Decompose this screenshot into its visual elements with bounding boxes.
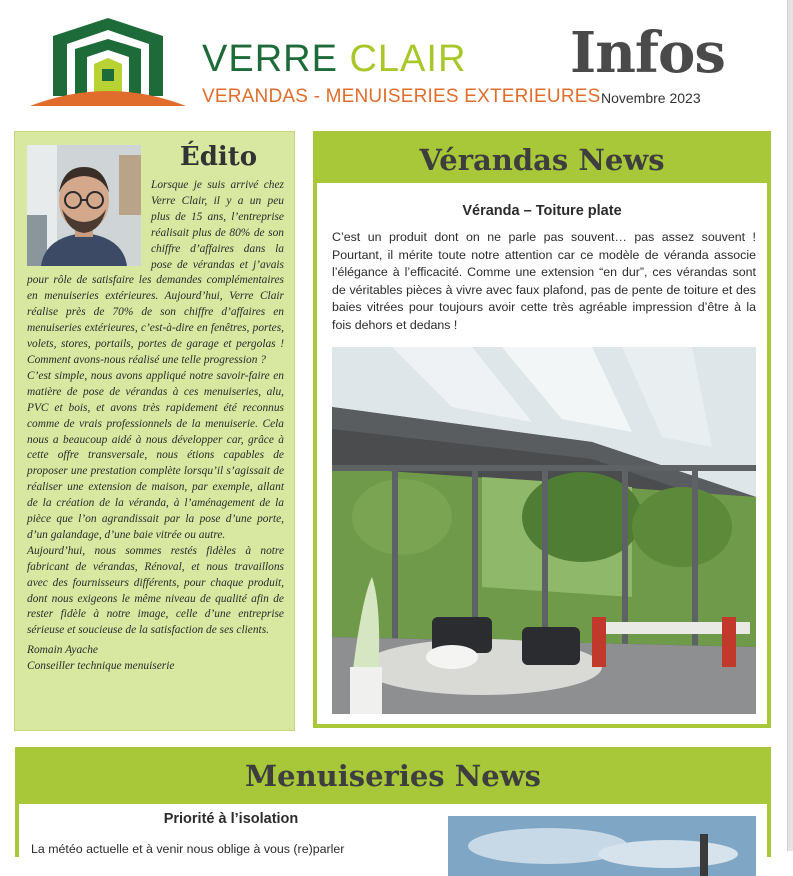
- menuiseries-news-section: [15, 747, 771, 857]
- verandas-news-title: Vérandas News: [419, 143, 665, 177]
- verandas-article-title: Véranda – Toiture plate: [462, 203, 622, 219]
- menuiseries-article-title: Priorité à l’isolation: [163, 811, 299, 827]
- menuiseries-news-content: [19, 804, 767, 864]
- brand-verre: VERRE: [202, 38, 338, 80]
- page-edge: [787, 0, 793, 851]
- edito-paragraph-3: Aujourd’hui, nous sommes restés fidèles à notre fabricant de vérandas, Rénoval, et nous travaillons avec des fournisseurs différents, pour chaque produit, dont nous exigeons le même niveau de qualité afin de rester fidèle à notre image, celle d’une entreprise sérieuse et soucieuse de la satisfaction de ses clients.: [27, 544, 284, 637]
- edito-paragraph-1: Lorsque je suis arrivé chez Verre Clair, il y a un peu plus de 15 ans, l’entreprise réalisait plus de 80% de son chiffre d’affaires dans la pose de vérandas et j’avais pour rôle de satisfaire les demandes complémentaires en menuiseries extérieures. Aujourd’hui, Verre Clair réalise près de 70% de son chiffre d’affaires en menuiseries extérieures, c’est-à-dire en fenêtres, portes, volets, stores, portails, portes de garage et pergolas ! Comment avons-nous réalisé une telle progression ?: [27, 179, 284, 366]
- menuiseries-news-title: Menuiseries News: [245, 759, 541, 793]
- brand-tagline: VERANDAS - MENUISERIES EXTERIEURES: [202, 86, 601, 107]
- signature-name: Romain Ayache: [27, 644, 98, 657]
- veranda-photo: [332, 347, 756, 714]
- newsletter-title: Infos: [570, 20, 725, 86]
- menuiseries-article-body: La météo actuelle et à venir nous oblige à vous (re)parler: [31, 842, 345, 856]
- brand-clair: CLAIR: [349, 38, 467, 80]
- verandas-news-content: [317, 183, 767, 724]
- edito-heading: Édito: [179, 142, 258, 172]
- issue-date: Novembre 2023: [601, 90, 701, 106]
- edito-panel: [14, 131, 295, 731]
- menuiseries-photo: [448, 816, 756, 876]
- edito-text: [27, 178, 284, 675]
- verandas-article-body: C’est un produit dont on ne parle pas souvent… pas assez souvent ! Pourtant, il mérite toute notre attention car ce modèle de véranda associe l’élégance à l’efficacité. Comme une extension “en dur”, ces vérandas sont de véritables pièces à vivre avec faux plafond, pas de pente de toiture et des baies vitrées pour toujours avoir cette très agréable impression d’être à la fois dehors et dedans !: [332, 230, 756, 332]
- verandas-news-section: [313, 131, 771, 728]
- edito-paragraph-2: C’est simple, nous avons appliqué notre savoir-faire en matière de pose de vérandas à ces menuiseries, alu, PVC et bois, et avons très rapidement été reconnus comme de vrais professionnels de la menuiserie. Cela nous a beaucoup aidé à nous développer car, grâce à cette offre transversale, nous étions capables de proposer une prestation complète lorsqu’il s’agissait de réaliser une extension de maison, par exemple, allant de la création de la véranda, à l’aménagement de la pièce que l’on agrandissait par la pose d’une porte, d’un galandage, d’une baie vitrée ou autre.: [27, 369, 284, 541]
- signature-role: Conseiller technique menuiserie: [27, 660, 175, 673]
- verre-clair-logo: [28, 14, 188, 110]
- brand-name: [202, 38, 466, 81]
